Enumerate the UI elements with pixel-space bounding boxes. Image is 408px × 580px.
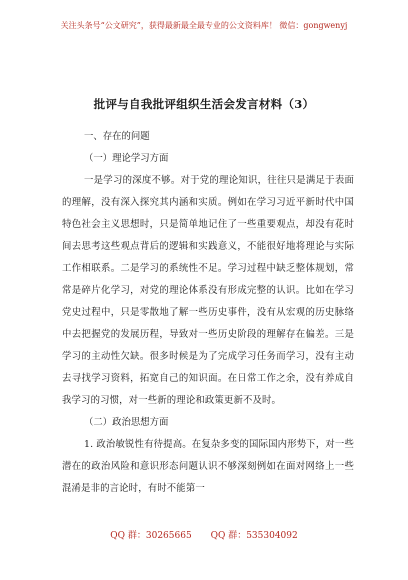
body-paragraph: 1. 政治敏锐性有待提高。在复杂多变的国际国内形势下，对一些潜在的政治风险和意识形态问题认识不够深刻例如在面对网络上一些混淆是非的言论时，有时不能第一	[62, 439, 354, 494]
promo-header: 关注头条号“公文研究”，获得最新最全最专业的公文资料库！ 微信：gongwenyj	[60, 21, 348, 30]
page-footer	[0, 528, 408, 541]
document-title: 批评与自我批评组织生活会发言材料（3）	[93, 97, 315, 111]
section-heading: 一、存在的问题	[84, 131, 150, 142]
document-body	[62, 122, 354, 500]
body-paragraph: 一是学习的深度不够。对于党的理论知识，往往只是满足于表面的理解，没有深入探究其内涵和实质。例如在学习习近平新时代中国特色社会主义思想时，只是简单地记住了一些重要观点，却没有花时间去思考这些观点背后的逻辑和实践意义，不能很好地将理论与实际工作相联系。二是学习的系统性不足。学习过程中缺乏整体规划，常常是碎片化学习，对党的理论体系没有形成完整的认识。比如在学习党史过程中，只是零散地了解一些历史事件，没有从宏观的历史脉络中去把握党的发展历程，导致对一些历史阶段的理解存在偏差。三是学习的主动性欠缺。很多时候是为了完成学习任务而学习，没有主动去寻找学习资料，拓宽自己的知识面。在日常工作之余，没有养成自我学习的习惯，对一些新的理论和政策更新不及时。	[62, 175, 354, 406]
subsection-heading: （二）政治思想方面	[84, 417, 169, 428]
qq-group-2: QQ 群：535304092	[210, 531, 298, 541]
qq-group-1: QQ 群：30265665	[110, 531, 192, 541]
subsection-heading: （一）理论学习方面	[84, 153, 169, 164]
